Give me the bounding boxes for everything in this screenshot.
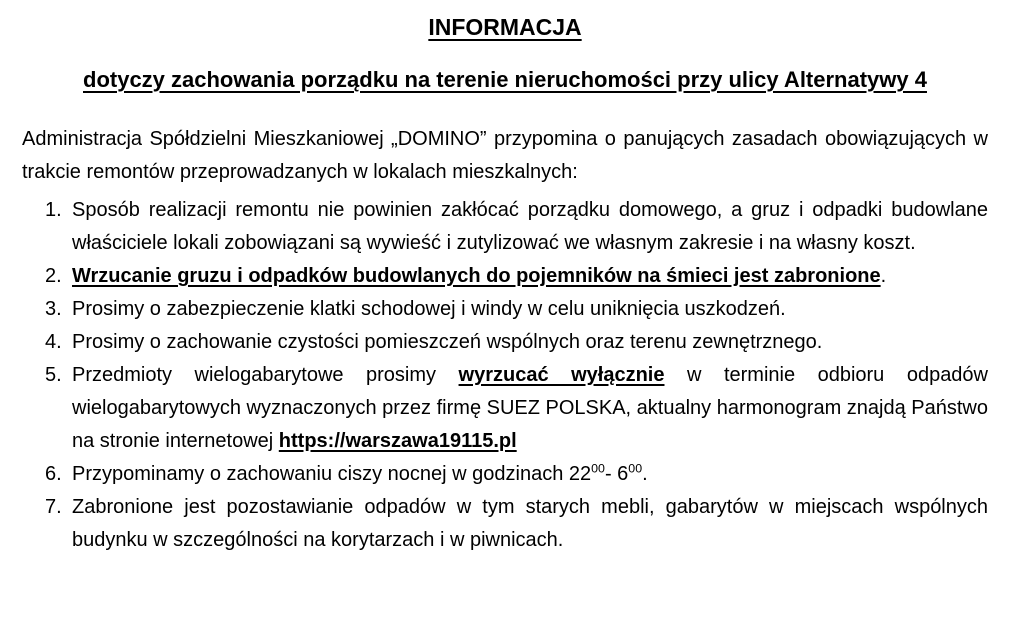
document-subtitle-text: dotyczy zachowania porządku na terenie nieruchomości przy ulicy Alternatywy 4 [83,67,927,92]
rule-text-segment: Przedmioty wielogabarytowe prosimy [72,364,459,386]
rule-item [22,293,988,326]
rule-number: 7. [45,496,62,518]
rule-number: 5. [45,364,62,386]
rule-text-segment: Wrzucanie gruzu i odpadków budowlanych do pojemników na śmieci jest zabronione [72,265,881,287]
rule-number: 6. [45,463,62,485]
rule-text-segment: Prosimy o zabezpieczenie klatki schodowej i windy w celu uniknięcia uszkodzeń. [72,298,786,320]
rule-item [22,194,988,260]
document-link[interactable]: https://warszawa19115.pl [278,430,517,452]
rule-item [22,260,988,293]
rule-text-segment: Zabronione jest pozostawianie odpadów w tym starych mebli, gabarytów w miejscach wspólnych budynku w szczególności na korytarzach i w piwnicach. [72,496,988,551]
rule-text-segment: . [642,463,648,485]
rule-text-segment: 00 [591,461,605,476]
document-subtitle [22,65,988,94]
rules-list [22,194,988,557]
rule-text-segment: . [880,265,887,287]
rule-text-segment: w terminie odbioru odpadów wielogabarytowych wyznaczonych przez firmę SUEZ POLSKA, aktualny harmonogram znajdą Państwo na stronie internetowej [72,364,988,452]
rule-text-segment: wyrzucać wyłącznie [458,364,665,386]
intro-paragraph: Administracja Spółdzielni Mieszkaniowej „DOMINO” przypomina o panujących zasadach obowiązujących w trakcie remontów przeprowadzanych w lokalach mieszkalnych: [22,128,988,183]
rule-item [22,326,988,359]
rule-text-segment: Prosimy o zachowanie czystości pomieszczeń wspólnych oraz terenu zewnętrznego. [72,331,823,353]
rule-number: 1. [45,199,62,221]
rule-item [22,491,988,557]
rule-number: 2. [45,265,62,287]
rule-number: 4. [45,331,62,353]
rule-number: 3. [45,298,62,320]
rule-text-segment: 00 [628,461,643,476]
rule-text-segment: Sposób realizacji remontu nie powinien zakłócać porządku domowego, a gruz i odpadki budowlane właściciele lokali zobowiązani są wywieść i zutylizować we własnym zakresie i na własny koszt. [72,199,988,254]
rule-text-segment: - 6 [604,463,629,485]
document-title-text: INFORMACJA [428,14,582,40]
rule-text-segment: Przypominamy o zachowaniu ciszy nocnej w godzinach 22 [72,463,592,485]
rule-item [22,359,988,458]
document-title [22,12,988,42]
rule-item [22,458,988,491]
